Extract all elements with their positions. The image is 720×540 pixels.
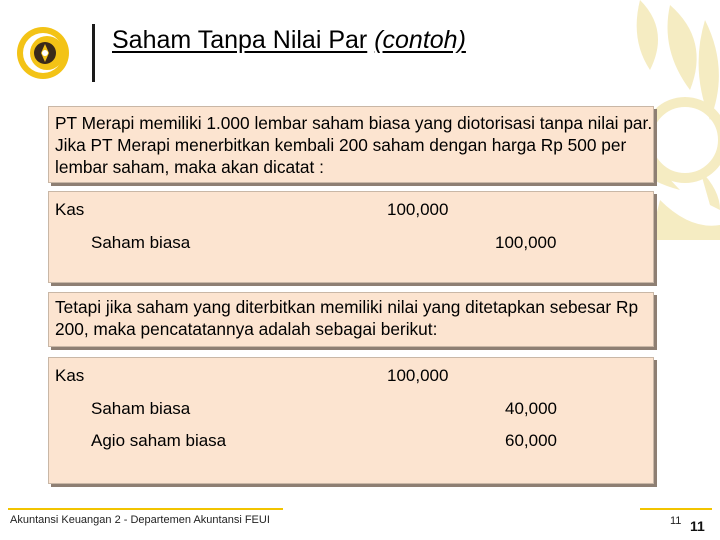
title-main: Saham Tanpa Nilai Par <box>112 26 368 54</box>
journal-account: Agio saham biasa <box>91 431 227 450</box>
example2-description-box <box>48 292 654 347</box>
journal-account: Saham biasa <box>91 399 191 418</box>
journal-credit: 100,000 <box>495 233 557 252</box>
page-title <box>112 26 466 55</box>
example1-text: PT Merapi memiliki 1.000 lembar saham biasa yang diotorisasi tanpa nilai par. Jika PT Merapi menerbitkan kembali 200 saham dengan harga Rp 500 per lembar saham, maka akan dicatat : <box>55 113 653 177</box>
title-paren: (contoh) <box>374 26 466 54</box>
journal-account: Kas <box>55 366 85 385</box>
journal-credit: 40,000 <box>505 399 557 418</box>
journal-account: Kas <box>55 200 85 219</box>
page-number: 11 <box>690 518 705 534</box>
example2-journal-box <box>48 357 654 484</box>
page-number-small: 11 <box>670 515 682 527</box>
example1-journal-box <box>48 191 654 283</box>
journal-credit: 60,000 <box>505 431 557 450</box>
journal-debit: 100,000 <box>387 366 449 385</box>
university-logo-icon <box>14 22 72 84</box>
footer-divider-right <box>640 508 712 510</box>
journal-debit: 100,000 <box>387 200 449 219</box>
example1-description-box <box>48 106 654 183</box>
title-divider <box>92 24 95 82</box>
journal-account: Saham biasa <box>91 233 191 252</box>
footer-text: Akuntansi Keuangan 2 - Departemen Akuntansi FEUI <box>10 514 270 526</box>
footer-divider <box>8 508 283 510</box>
example2-text: Tetapi jika saham yang diterbitkan memiliki nilai yang ditetapkan sebesar Rp 200, maka pencatatannya adalah sebagai berikut: <box>55 297 639 339</box>
